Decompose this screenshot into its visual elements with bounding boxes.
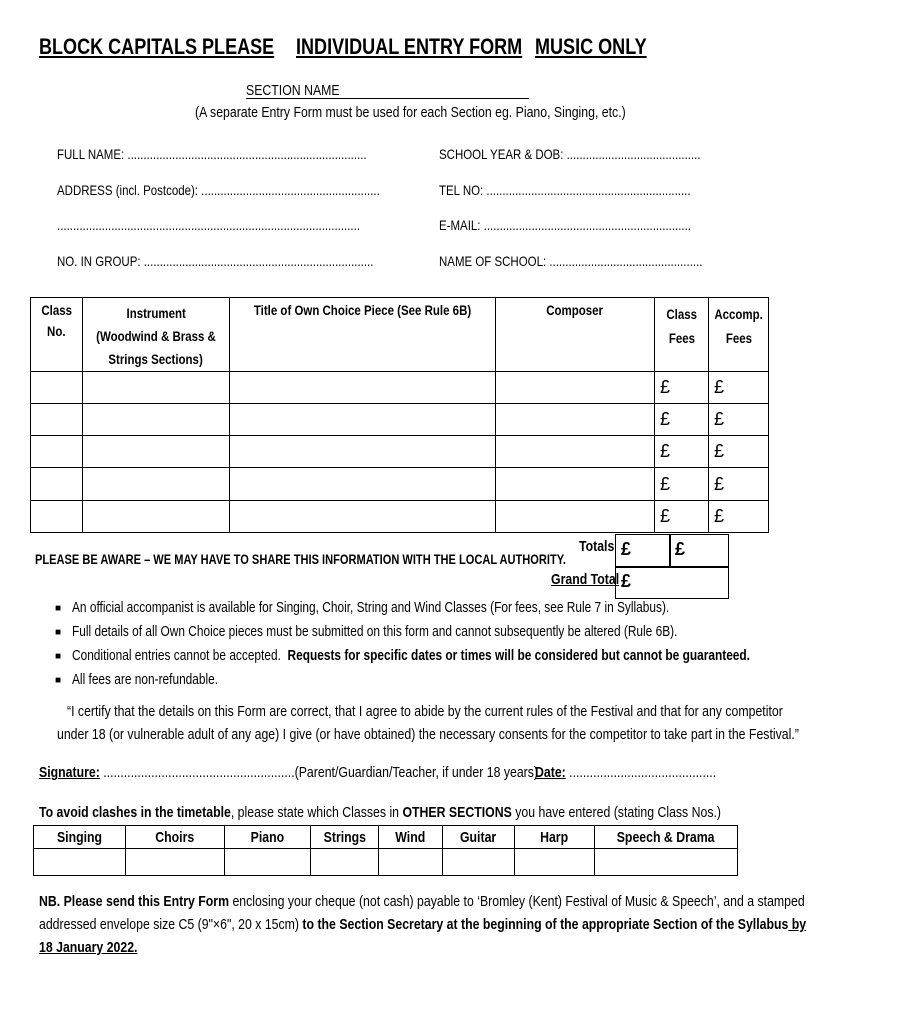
block-capitals-heading: BLOCK CAPITALS PLEASE <box>39 34 275 59</box>
class-no-cell[interactable] <box>31 501 83 533</box>
title-cell[interactable] <box>229 372 495 404</box>
singing-header: Singing <box>34 826 126 849</box>
piano-cell[interactable] <box>225 849 311 876</box>
class-fee-cell[interactable]: £ <box>655 436 709 468</box>
sections-entry-row <box>34 849 738 876</box>
entry-table <box>30 297 769 533</box>
instrument-cell[interactable] <box>83 404 230 436</box>
composer-cell[interactable] <box>496 501 655 533</box>
section-note: (A separate Entry Form must be used for each Section eg. Piano, Singing, etc.) <box>195 104 626 121</box>
class-fee-cell[interactable]: £ <box>655 404 709 436</box>
list-item: ■ Full details of all Own Choice pieces must be submitted on this form and cannot subsequently be altered (Rule 6B). <box>55 624 678 640</box>
instrument-cell[interactable] <box>83 468 230 501</box>
date-field[interactable]: Date: ........................................... <box>535 764 717 781</box>
sections-header-row <box>34 826 738 849</box>
section-name-line[interactable] <box>246 98 529 99</box>
wind-cell[interactable] <box>379 849 443 876</box>
accomp-fee-cell[interactable]: £ <box>709 468 769 501</box>
grand-total-label: Grand Total <box>551 571 620 588</box>
list-item: ■ Conditional entries cannot be accepted. Requests for specific dates or times will be considered but cannot be guaranteed. <box>55 648 750 664</box>
table-row <box>31 436 769 468</box>
accomp-fees-total-box[interactable] <box>669 534 729 568</box>
address-field[interactable]: ADDRESS (incl. Postcode): ........................................................ <box>57 182 380 198</box>
class-no-header: Class No. <box>31 298 83 372</box>
class-no-cell[interactable] <box>31 468 83 501</box>
full-name-field[interactable]: FULL NAME: ........................................................................... <box>57 146 367 162</box>
piano-header: Piano <box>225 826 311 849</box>
class-no-cell[interactable] <box>31 436 83 468</box>
speech-drama-header: Speech & Drama <box>595 826 738 849</box>
list-item: ■ All fees are non-refundable. <box>55 672 219 688</box>
choirs-cell[interactable] <box>126 849 225 876</box>
table-row <box>31 501 769 533</box>
composer-header: Composer <box>496 298 655 372</box>
currency-symbol: £ <box>621 571 632 591</box>
nb-line-1: NB. Please send this Entry Form enclosing your cheque (not cash) payable to ‘Bromley (Kent) Festival of Music & Speech’, and a stamped <box>39 893 805 910</box>
harp-header: Harp <box>515 826 595 849</box>
clashes-instruction: To avoid clashes in the timetable, please state which Classes in OTHER SECTIONS you have entered (stating Class Nos.) <box>39 804 722 821</box>
bullet-icon: ■ <box>55 602 62 614</box>
section-name-label: SECTION NAME <box>246 82 340 99</box>
accomp-fee-cell[interactable]: £ <box>709 404 769 436</box>
local-authority-notice: PLEASE BE AWARE – WE MAY HAVE TO SHARE THIS INFORMATION WITH THE LOCAL AUTHORITY. <box>35 552 566 567</box>
accomp-fees-header: Accomp. Fees <box>709 298 769 372</box>
table-row <box>31 468 769 501</box>
class-no-cell[interactable] <box>31 404 83 436</box>
currency-symbol: £ <box>621 539 632 559</box>
table-row <box>31 372 769 404</box>
class-fees-header: Class Fees <box>655 298 709 372</box>
singing-cell[interactable] <box>34 849 126 876</box>
composer-cell[interactable] <box>496 372 655 404</box>
class-fee-cell[interactable]: £ <box>655 372 709 404</box>
form-title: INDIVIDUAL ENTRY FORM <box>296 34 523 59</box>
deadline-date: 18 January 2022. <box>39 939 138 956</box>
title-cell[interactable] <box>229 404 495 436</box>
totals-label: Totals <box>579 538 615 555</box>
composer-cell[interactable] <box>496 436 655 468</box>
accomp-fee-cell[interactable]: £ <box>709 372 769 404</box>
notes-list <box>55 600 899 696</box>
tel-no-field[interactable]: TEL NO: ................................................................ <box>439 182 691 198</box>
currency-symbol: £ <box>675 539 686 559</box>
guitar-header: Guitar <box>443 826 515 849</box>
school-name-field[interactable]: NAME OF SCHOOL: ................................................ <box>439 253 703 269</box>
instrument-cell[interactable] <box>83 501 230 533</box>
email-field[interactable]: E-MAIL: ................................................................. <box>439 217 691 233</box>
certify-line-1: “I certify that the details on this Form are correct, that I agree to abide by the current rules of the Festival and that for any competitor <box>67 703 783 720</box>
bullet-icon: ■ <box>55 626 62 638</box>
no-in-group-field[interactable]: NO. IN GROUP: ........................................................................ <box>57 253 374 269</box>
composer-cell[interactable] <box>496 468 655 501</box>
wind-header: Wind <box>379 826 443 849</box>
class-no-cell[interactable] <box>31 372 83 404</box>
strings-header: Strings <box>311 826 379 849</box>
strings-cell[interactable] <box>311 849 379 876</box>
other-sections-table <box>33 825 738 876</box>
signature-field[interactable]: Signature: ........................................................(Parent/Guardian/Teacher, if under 18 years) <box>39 764 539 781</box>
class-fee-cell[interactable]: £ <box>655 501 709 533</box>
composer-cell[interactable] <box>496 404 655 436</box>
school-year-dob-field[interactable]: SCHOOL YEAR & DOB: .......................................... <box>439 146 701 162</box>
grand-total-box[interactable] <box>615 566 729 599</box>
bullet-icon: ■ <box>55 674 62 686</box>
class-fee-cell[interactable]: £ <box>655 468 709 501</box>
list-item: ■ An official accompanist is available for Singing, Choir, String and Wind Classes (For fees, see Rule 7 in Syllabus). <box>55 600 670 616</box>
certify-line-2: under 18 (or vulnerable adult of any age) I give (or have obtained) the necessary consents for the competitor to take part in the Festival.” <box>57 726 799 743</box>
speech-drama-cell[interactable] <box>595 849 738 876</box>
choirs-header: Choirs <box>126 826 225 849</box>
instrument-cell[interactable] <box>83 436 230 468</box>
music-only-heading: MUSIC ONLY <box>535 34 647 59</box>
instrument-header: Instrument (Woodwind & Brass & Strings Sections) <box>83 298 230 372</box>
nb-line-2: addressed envelope size C5 (9"×6", 20 x 15cm) to the Section Secretary at the beginning of the appropriate Section of the Syllabus by <box>39 916 807 933</box>
bullet-icon: ■ <box>55 650 62 662</box>
harp-cell[interactable] <box>515 849 595 876</box>
title-cell[interactable] <box>229 468 495 501</box>
title-cell[interactable] <box>229 501 495 533</box>
accomp-fee-cell[interactable]: £ <box>709 436 769 468</box>
title-cell[interactable] <box>229 436 495 468</box>
entry-table-header <box>31 298 769 372</box>
instrument-cell[interactable] <box>83 372 230 404</box>
table-row <box>31 404 769 436</box>
class-fees-total-box[interactable] <box>615 534 671 568</box>
accomp-fee-cell[interactable]: £ <box>709 501 769 533</box>
guitar-cell[interactable] <box>443 849 515 876</box>
title-header: Title of Own Choice Piece (See Rule 6B) <box>229 298 495 372</box>
address-line-2[interactable]: ............................................................................................... <box>57 217 361 233</box>
